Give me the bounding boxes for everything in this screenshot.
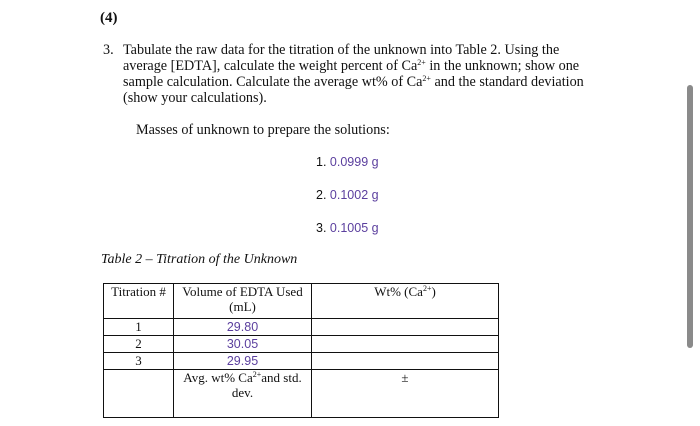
question-number: 3. bbox=[103, 42, 114, 58]
cell-volume[interactable] bbox=[174, 336, 312, 353]
mass-value[interactable]: 0.1005 g bbox=[329, 221, 379, 235]
mass-item bbox=[316, 155, 379, 169]
volume-value: 30.05 bbox=[226, 337, 259, 351]
mass-index: 3. bbox=[316, 221, 327, 235]
avg-label: Avg. wt% Ca bbox=[183, 370, 253, 385]
mass-item bbox=[316, 188, 379, 202]
ca-charge-superscript: 2+ bbox=[422, 74, 431, 83]
table-header-row bbox=[104, 284, 499, 319]
cell-wt[interactable] bbox=[312, 353, 499, 370]
volume-value: 29.95 bbox=[226, 354, 259, 368]
scrollbar[interactable] bbox=[687, 85, 693, 348]
header-wt bbox=[312, 284, 499, 319]
cell-avg-label bbox=[174, 370, 312, 418]
header-volume: Volume of EDTA Used (mL) bbox=[174, 284, 312, 319]
table-avg-row bbox=[104, 370, 499, 418]
header-titration: Titration # bbox=[104, 284, 174, 319]
volume-value: 29.80 bbox=[226, 320, 259, 334]
cell-volume[interactable] bbox=[174, 319, 312, 336]
cell-wt[interactable] bbox=[312, 336, 499, 353]
question-text-part2: in the unknown; show one sample calculation. Calculate the average wt% of Ca bbox=[123, 58, 580, 90]
titration-table bbox=[103, 283, 499, 418]
cell-avg-value[interactable]: ± bbox=[312, 370, 499, 418]
ca-charge-superscript: 2+ bbox=[417, 58, 426, 67]
header-wt-label: Wt% (Ca bbox=[374, 284, 423, 299]
cell-titration: 3 bbox=[104, 353, 174, 370]
cell-avg-empty bbox=[104, 370, 174, 418]
avg-label-superscript: 2+ bbox=[252, 370, 262, 379]
masses-heading: Masses of unknown to prepare the solutions: bbox=[136, 122, 390, 138]
cell-titration: 2 bbox=[104, 336, 174, 353]
cell-wt[interactable] bbox=[312, 319, 499, 336]
question-3 bbox=[103, 42, 603, 106]
mass-item bbox=[316, 221, 379, 235]
table-row bbox=[104, 319, 499, 336]
cell-titration: 1 bbox=[104, 319, 174, 336]
mass-index: 1. bbox=[316, 155, 327, 169]
table-row bbox=[104, 353, 499, 370]
cell-volume[interactable] bbox=[174, 353, 312, 370]
section-number: (4) bbox=[100, 10, 118, 26]
mass-value[interactable]: 0.0999 g bbox=[329, 155, 379, 169]
question-text-part1: Tabulate the raw data for the titration of the unknown into Table 2. Using the average [EDTA], calculate the weight percent of Ca bbox=[123, 42, 560, 74]
table-row bbox=[104, 336, 499, 353]
mass-index: 2. bbox=[316, 188, 327, 202]
question-text bbox=[123, 42, 603, 106]
avg-label-end: and std. dev. bbox=[231, 370, 302, 400]
question-text-part3: and the standard deviation (show your calculations). bbox=[123, 74, 584, 106]
header-wt-superscript: 2+ bbox=[422, 284, 432, 293]
table-caption: Table 2 – Titration of the Unknown bbox=[101, 252, 298, 267]
header-wt-close: ) bbox=[431, 284, 436, 299]
mass-value[interactable]: 0.1002 g bbox=[329, 188, 379, 202]
